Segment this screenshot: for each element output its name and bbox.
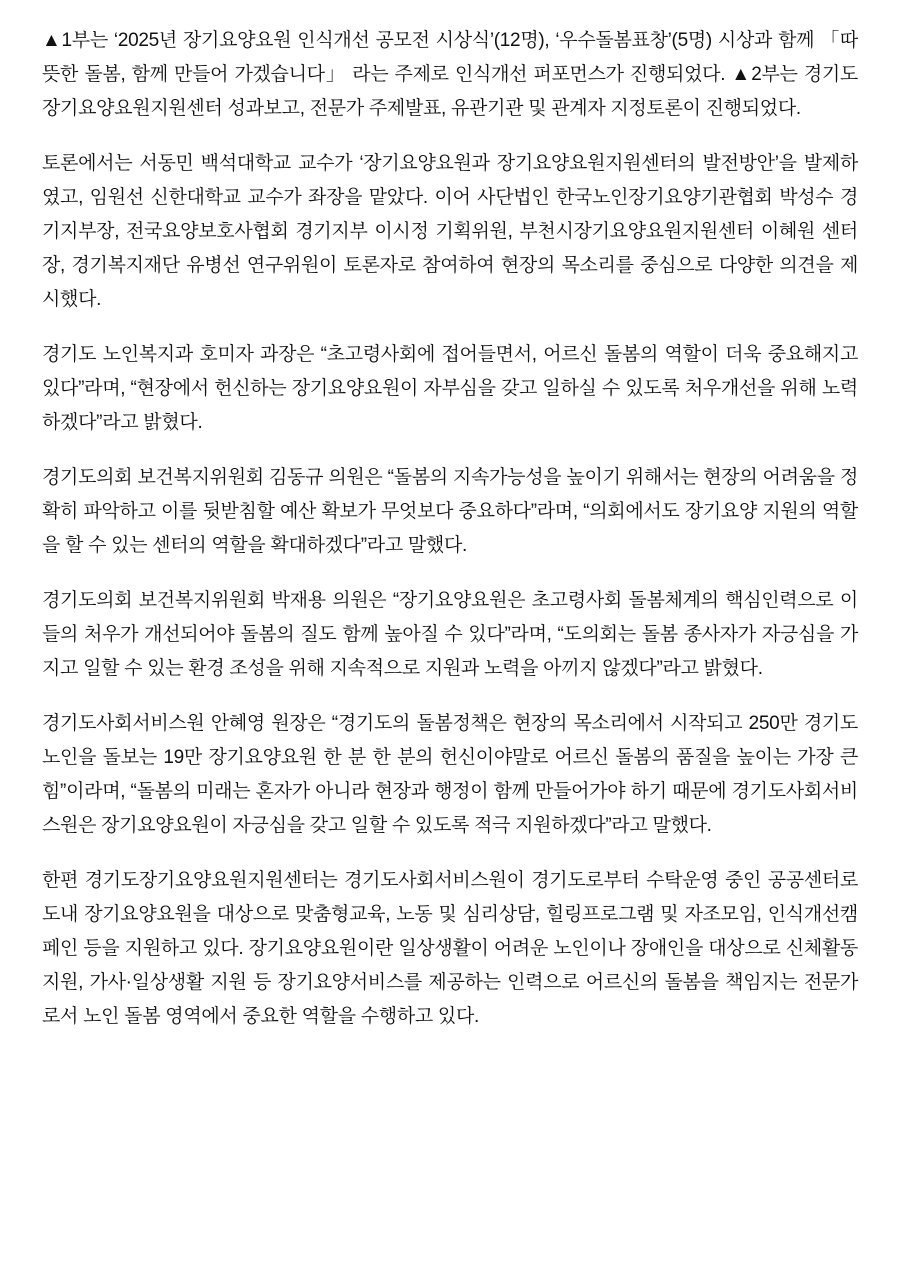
article-paragraph: 경기도의회 보건복지위원회 김동규 의원은 “돌봄의 지속가능성을 높이기 위해서는 현장의 어려움을 정확히 파악하고 이를 뒷받침할 예산 확보가 무엇보다 중요하다”라며, “의회에서도 장기요양 지원의 역할을 할 수 있는 센터의 역할을 확대하겠다”라고 말했다. — [42, 467, 858, 556]
article-paragraph: 경기도의회 보건복지위원회 박재용 의원은 “장기요양요원은 초고령사회 돌봄체계의 핵심인력으로 이들의 처우가 개선되어야 돌봄의 질도 함께 높아질 수 있다”라며, “도의회는 돌봄 종사자가 자긍심을 가지고 일할 수 있는 환경 조성을 위해 지속적으로 지원과 노력을 아끼지 않겠다”라고 밝혔다. — [42, 590, 858, 679]
article-paragraph: ▲1부는 ‘2025년 장기요양요원 인식개선 공모전 시상식’(12명), ‘우수돌봄표창’(5명) 시상과 함께 「따뜻한 돌봄, 함께 만들어 가겠습니다」 라는 주제로 인식개선 퍼포먼스가 진행되었다. ▲2부는 경기도장기요양요원지원센터 성과보고, 전문가 주제발표, 유관기관 및 관계자 지정토론이 진행되었다. — [42, 30, 858, 119]
article-paragraph: 한편 경기도장기요양요원지원센터는 경기도사회서비스원이 경기도로부터 수탁운영 중인 공공센터로 도내 장기요양요원을 대상으로 맞춤형교육, 노동 및 심리상담, 힐링프로그램 및 자조모임, 인식개선캠페인 등을 지원하고 있다. 장기요양요원이란 일상생활이 어려운 노인이나 장애인을 대상으로 신체활동 지원, 가사·일상생활 지원 등 장기요양서비스를 제공하는 인력으로 어르신의 돌봄을 책임지는 전문가로서 노인 돌봄 영역에서 중요한 역할을 수행하고 있다. — [42, 870, 858, 1027]
article-paragraph: 토론에서는 서동민 백석대학교 교수가 ‘장기요양요원과 장기요양요원지원센터의 발전방안’을 발제하였고, 임원선 신한대학교 교수가 좌장을 맡았다. 이어 사단법인 한국노인장기요양기관협회 박성수 경기지부장, 전국요양보호사협회 경기지부 이시정 기획위원, 부천시장기요양요원지원센터 이혜원 센터장, 경기복지재단 유병선 연구위원이 토론자로 참여하여 현장의 목소리를 중심으로 다양한 의견을 제시했다. — [42, 153, 858, 310]
article-paragraph: 경기도사회서비스원 안혜영 원장은 “경기도의 돌봄정책은 현장의 목소리에서 시작되고 250만 경기도 노인을 돌보는 19만 장기요양요원 한 분 한 분의 헌신이야말로 어르신 돌봄의 품질을 높이는 가장 큰 힘”이라며, “돌봄의 미래는 혼자가 아니라 현장과 행정이 함께 만들어가야 하기 때문에 경기도사회서비스원은 장기요양요원이 자긍심을 갖고 일할 수 있도록 적극 지원하겠다”라고 말했다. — [42, 713, 858, 836]
article-paragraph: 경기도 노인복지과 호미자 과장은 “초고령사회에 접어들면서, 어르신 돌봄의 역할이 더욱 중요해지고 있다”라며, “현장에서 헌신하는 장기요양요원이 자부심을 갖고 일하실 수 있도록 처우개선을 위해 노력하겠다”라고 밝혔다. — [42, 344, 858, 433]
